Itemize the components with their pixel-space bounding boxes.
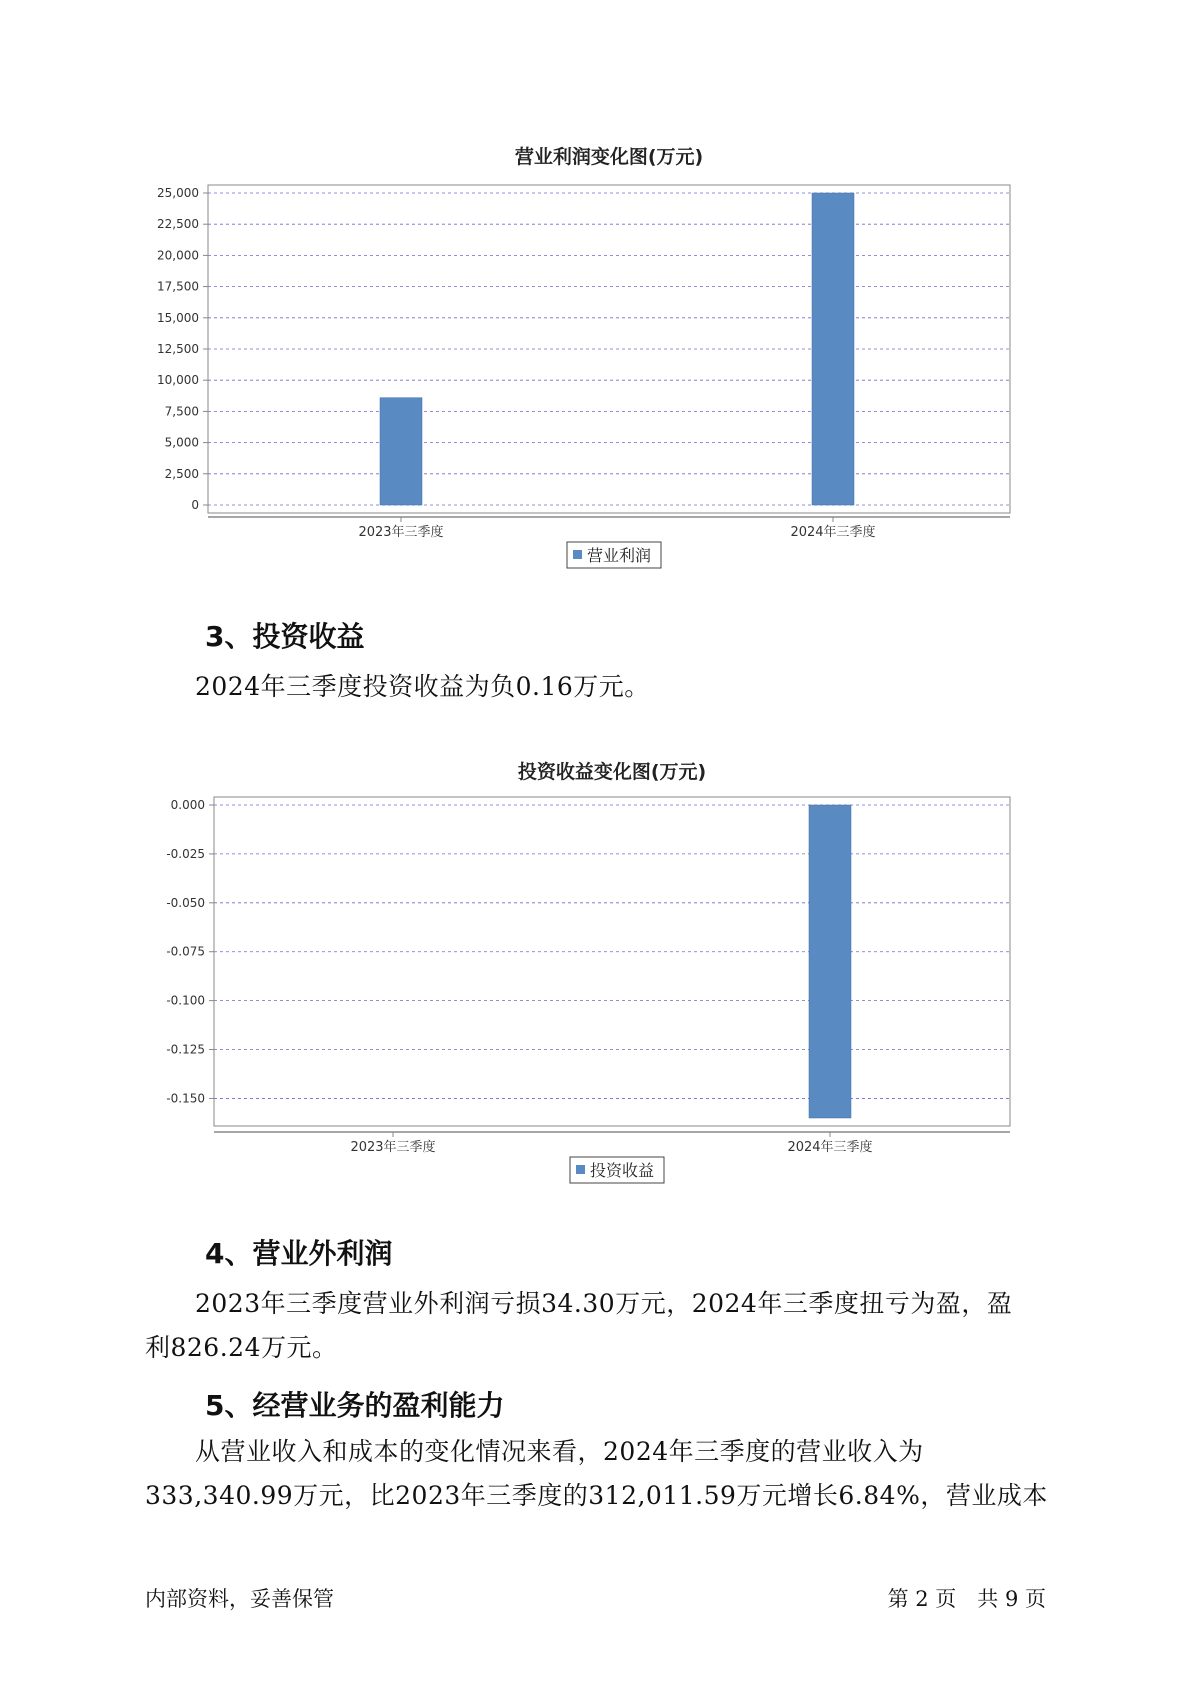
section-5-line-2: 333,340.99万元，比2023年三季度的312,011.59万元增长6.84%，营业成本 (145, 1481, 1048, 1510)
y-tick-label: 0 (191, 498, 199, 512)
x-tick-label: 2023年三季度 (358, 525, 444, 540)
bar (809, 805, 851, 1118)
y-tick-label: -0.125 (166, 1042, 205, 1057)
section-3-line: 2024年三季度投资收益为负0.16万元。 (195, 672, 650, 701)
section-5-line-1: 从营业收入和成本的变化情况来看，2024年三季度的营业收入为 (195, 1437, 924, 1466)
section-4-text (145, 1282, 1060, 1370)
footer-left: 内部资料，妥善保管 (145, 1587, 334, 1611)
plot-frame (214, 797, 1010, 1126)
section-4-line-2: 利826.24万元。 (145, 1333, 338, 1362)
y-tick-label: -0.050 (166, 895, 205, 910)
section-3-heading: 3、投资收益 (205, 620, 365, 653)
x-tick-label: 2024年三季度 (790, 525, 876, 540)
y-tick-label: 25,000 (157, 186, 199, 200)
y-tick-label: 10,000 (157, 373, 199, 388)
y-tick-label: 17,500 (157, 279, 199, 294)
y-tick-label: 12,500 (157, 342, 199, 356)
legend-label: 营业利润 (587, 546, 652, 565)
x-tick-label: 2023年三季度 (350, 1140, 436, 1155)
legend-label: 投资收益 (590, 1161, 655, 1180)
y-tick-label: -0.150 (166, 1091, 205, 1106)
y-tick-label: 7,500 (164, 404, 199, 419)
section-4-heading: 4、营业外利润 (205, 1237, 393, 1270)
section-5-text (145, 1430, 1060, 1518)
y-tick-label: 22,500 (157, 217, 199, 232)
y-tick-label: 2,500 (164, 466, 199, 481)
y-tick-label: 5,000 (164, 435, 199, 450)
y-tick-label: 0.000 (170, 798, 205, 812)
y-tick-label: -0.025 (166, 846, 205, 861)
chart-title: 营业利润变化图(万元) (514, 146, 704, 168)
section-5-heading: 5、经营业务的盈利能力 (205, 1389, 505, 1422)
chart-title: 投资收益变化图(万元) (517, 761, 707, 783)
y-tick-label: 20,000 (157, 248, 199, 263)
legend-swatch (576, 1165, 585, 1174)
x-tick-label: 2024年三季度 (787, 1140, 873, 1155)
footer-page-number: 第 2 页 共 9 页 (887, 1587, 1046, 1611)
y-tick-label: -0.100 (166, 993, 205, 1008)
y-tick-label: -0.075 (166, 944, 205, 959)
y-tick-label: 15,000 (157, 310, 199, 325)
section-4-line-1: 2023年三季度营业外利润亏损34.30万元，2024年三季度扭亏为盈，盈 (195, 1289, 1013, 1318)
